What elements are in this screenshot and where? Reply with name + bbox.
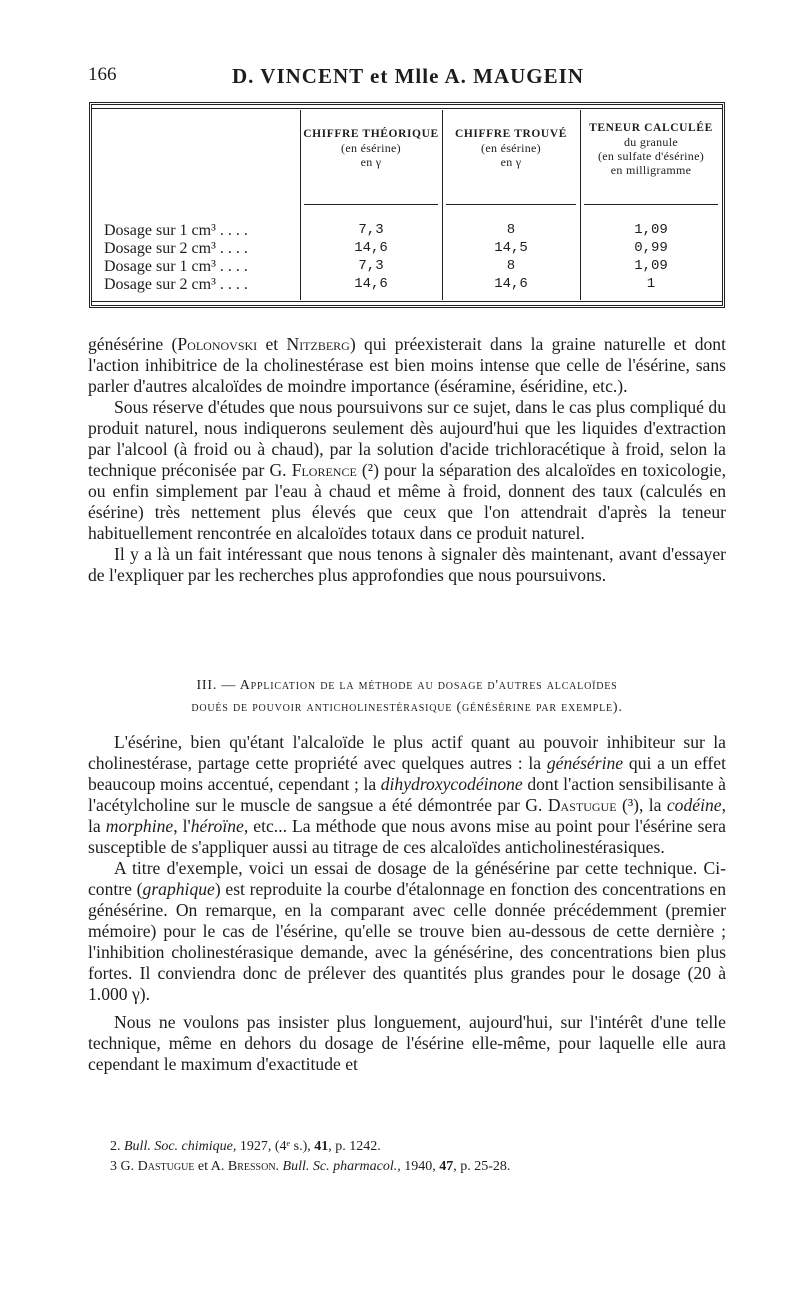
column-header-theorique: CHIFFRE THÉORIQUE (en ésérine) en γ: [303, 128, 439, 169]
footnote-3: 3 G. Dastugue et A. Bresson. Bull. Sc. pharmacol., 1940, 47, p. 25-28.: [110, 1159, 511, 1174]
table-cell: 14,6: [494, 276, 528, 292]
table-cell: 14,5: [494, 240, 528, 256]
paragraph: Sous réserve d'études que nous poursuivons sur ce sujet, dans le cas plus compliqué du produit naturel, nous indiquerons seulement dès aujourd'hui que les liquides d'extraction par l'alcool (à froid ou à chaud), par la solution d'acide trichloracétique à froid, selon la technique préconisée par G. Florence (²) pour la séparation des alcaloïdes en toxicologie, ou enfin simplement par l'eau à chaud et même à froid, donnent des taux (calculés en ésérine) très nettement plus élevés que ceux que l'on attendrait d'après la teneur habituellement rencontrée en alcaloïdes totaux dans ce produit naturel.: [88, 397, 726, 543]
table-header-rule: [446, 204, 576, 205]
page-number: 166: [88, 64, 117, 85]
table-cell: 8: [506, 258, 516, 274]
paragraph: Il y a là un fait intéressant que nous tenons à signaler dès maintenant, avant d'essayer de l'expliquer par les recherches plus approfondies que nous poursuivons.: [88, 544, 726, 585]
page-header: [88, 64, 728, 94]
column-header-teneur: TENEUR CALCULÉE du granule (en sulfate d'ésérine) en milligramme: [589, 122, 713, 177]
paragraph: A titre d'exemple, voici un essai de dosage de la génésérine par cette technique. Ci-contre (graphique) est reproduite la courbe d'étalonnage en fonction des concentrations en génésérine. On remarque, en la comparant avec celle donnée précédemment (premier mémoire) pour le cas de l'ésérine, qu'elle se trouve bien au-dessous de cette dernière ; l'inhibition cholinestérasique demande, avec la génésérine, des concentrations bien plus fortes. Il conviendra donc de prélever des quantités plus grandes pour le dosage (20 à 1.000 γ).: [88, 858, 727, 1004]
table-cell: 7,3: [358, 222, 384, 238]
table-cell: 7,3: [358, 258, 384, 274]
table-cell: 0,99: [634, 240, 668, 256]
paragraph: Nous ne voulons pas insister plus longuement, aujourd'hui, sur l'intérêt d'une telle technique, même en dehors du dosage de l'ésérine elle-même, pour laquelle elle aura cependant le maximum d'exactitude et: [88, 1012, 726, 1074]
section-heading: III. — Application de la méthode au dosage d'autres alcaloïdes doués de pouvoir anticholinestérasique (génésérine par exemple).: [191, 678, 623, 715]
body-text-upper: [88, 334, 726, 586]
table-header-rule: [584, 204, 718, 205]
table-cell: 14,6: [354, 240, 388, 256]
table-top-rule: [92, 108, 722, 109]
table-row-label: Dosage sur 1 cm³ . . . .: [104, 258, 248, 275]
column-header-trouve: CHIFFRE TROUVÉ (en ésérine) en γ: [454, 128, 568, 169]
table-cell: 8: [506, 222, 516, 238]
table-cell: 1,09: [634, 258, 668, 274]
running-title: D. VINCENT et Mlle A. MAUGEIN: [232, 64, 584, 88]
table-bottom-rule: [92, 301, 722, 302]
results-table: [89, 102, 725, 308]
body-text-lower: [88, 732, 726, 1075]
table-header-rule: [304, 204, 438, 205]
table-cell: 1,09: [634, 222, 668, 238]
table-row-label: Dosage sur 2 cm³ . . . .: [104, 276, 248, 293]
table-row-label: Dosage sur 1 cm³ . . . .: [104, 222, 248, 239]
paragraph: L'ésérine, bien qu'étant l'alcaloïde le plus actif quant au pouvoir inhibiteur sur la cholinestérase, partage cette propriété avec quelques autres : la génésérine qui a un effet beaucoup moins accentué, cependant ; la dihydroxycodéinone dont l'action sensibilisante à l'acétylcholine sur le muscle de sangsue a été démontrée par G. Dastugue (³), la codéine, la morphine, l'héroïne, etc... La méthode que nous avons mise au point pour l'ésérine sera susceptible de s'appliquer aussi au titrage de ces alcaloïdes anticholinestérasiques.: [88, 732, 726, 857]
footnotes: [110, 1137, 730, 1177]
table-cell: 14,6: [354, 276, 388, 292]
footnote-2: 2. Bull. Soc. chimique, 1927, (4ᵉ s.), 41, p. 1242.: [110, 1139, 381, 1154]
table-row-label: Dosage sur 2 cm³ . . . .: [104, 240, 248, 257]
paragraph: génésérine (Polonovski et Nitzberg) qui préexisterait dans la graine naturelle et dont l'action inhibitrice de la cholinestérase est bien moins intense que celle de l'ésérine, sans parler d'autres alcaloïdes de moindre importance (éséramine, éséridine, etc.).: [88, 334, 726, 396]
table-cell: 1: [646, 276, 656, 292]
